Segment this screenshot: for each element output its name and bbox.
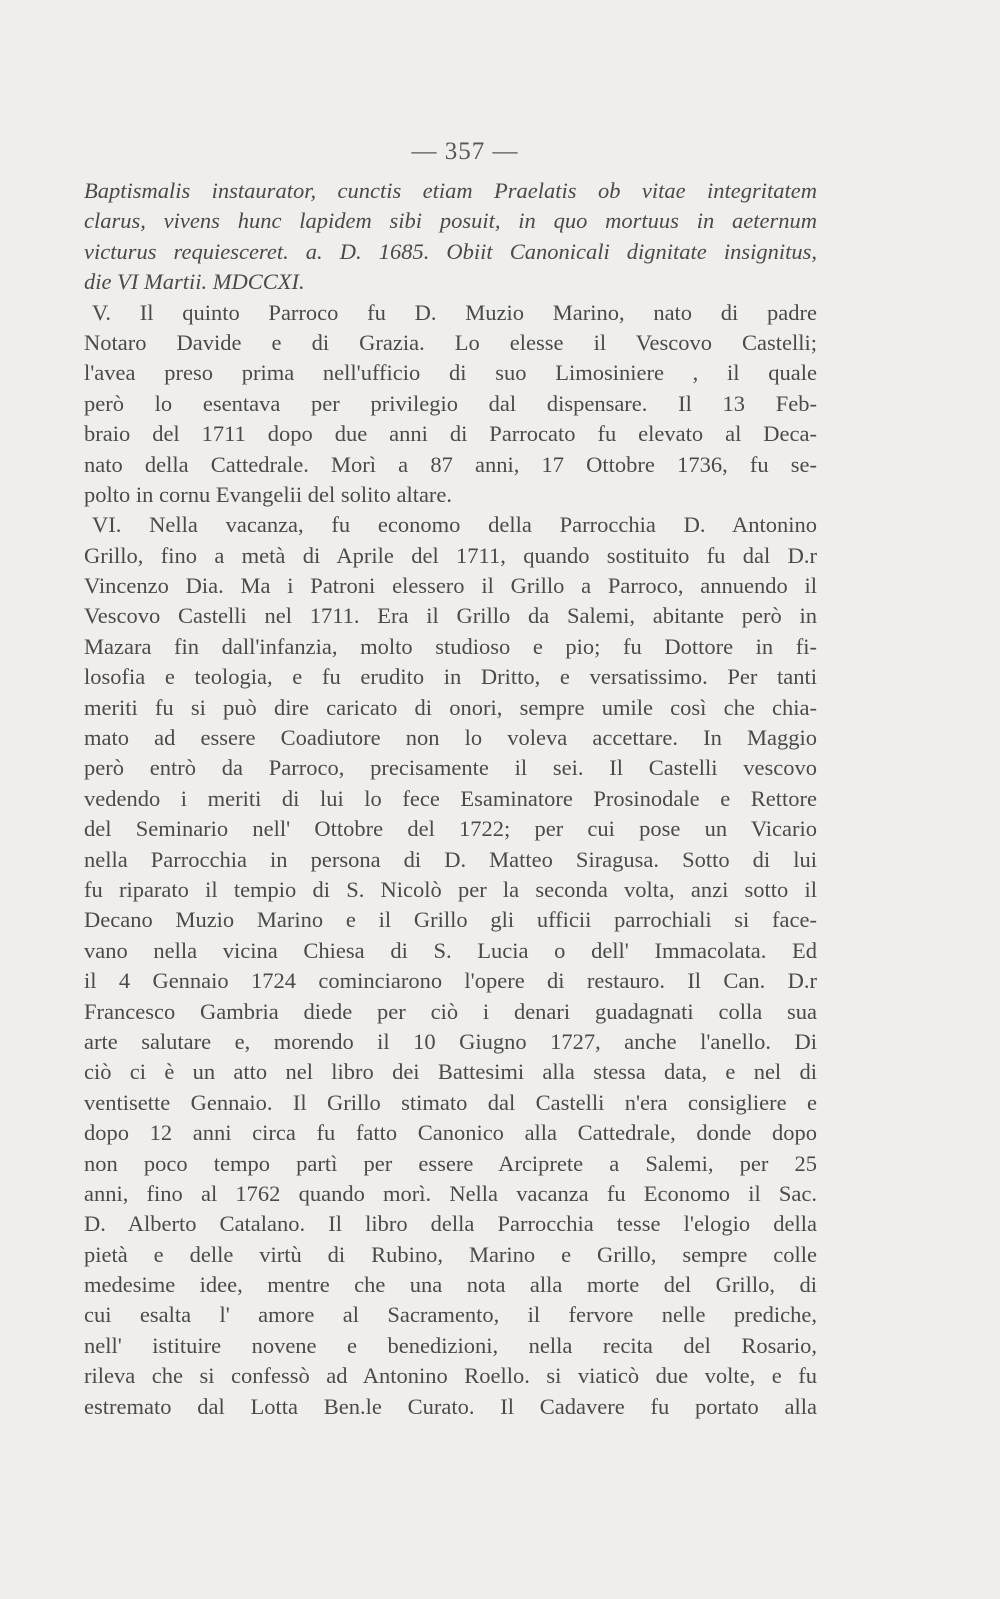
text-line: Baptismalis instaurator, cunctis etiam Praelatis ob vitae integritatem (84, 178, 817, 203)
text-line: polto in cornu Evangelii del solito altare. (84, 481, 453, 507)
text-line: arte salutare e, morendo il 10 Giugno 1727, anche l'anello. Di (84, 1028, 817, 1054)
body-text (84, 176, 817, 1422)
text-line: estremato dal Lotta Ben.le Curato. Il Cadavere fu portato alla (84, 1393, 817, 1419)
text-line: il 4 Gennaio 1724 cominciarono l'opere di restauro. Il Can. D.r (84, 968, 817, 994)
text-line: vedendo i meriti di lui lo fece Esaminatore Prosinodale e Rettore (84, 785, 817, 811)
text-line: D. Alberto Catalano. Il libro della Parrocchia tesse l'elogio della (84, 1211, 817, 1237)
text-line: vano nella vicina Chiesa di S. Lucia o dell' Immacolata. Ed (84, 937, 817, 963)
text-line: nell' istituire novene e benedizioni, nella recita del Rosario, (84, 1332, 817, 1358)
text-line: Vincenzo Dia. Ma i Patroni elessero il Grillo a Parroco, annuendo il (84, 573, 817, 599)
text-line: nato della Cattedrale. Morì a 87 anni, 17 Ottobre 1736, fu se- (84, 451, 817, 477)
text-line: rileva che si confessò ad Antonino Roello. si viaticò due volte, e fu (84, 1363, 817, 1389)
text-line: del Seminario nell' Ottobre del 1722; per cui pose un Vicario (84, 816, 817, 842)
text-line: V. Il quinto Parroco fu D. Muzio Marino, nato di padre (92, 299, 817, 325)
text-line: Decano Muzio Marino e il Grillo gli ufficii parrochiali si face- (84, 907, 817, 933)
text-line: non poco tempo partì per essere Arciprete a Salemi, per 25 (84, 1150, 817, 1176)
text-line: anni, fino al 1762 quando morì. Nella vacanza fu Economo il Sac. (84, 1180, 817, 1206)
text-line: però entrò da Parroco, precisamente il sei. Il Castelli vescovo (84, 755, 817, 781)
text-line: Mazara fin dall'infanzia, molto studioso e pio; fu Dottore in fi- (84, 633, 817, 659)
text-line: ventisette Gennaio. Il Grillo stimato dal Castelli n'era consigliere e (84, 1089, 817, 1115)
text-line: Notaro Davide e di Grazia. Lo elesse il Vescovo Castelli; (84, 329, 817, 355)
text-line: clarus, vivens hunc lapidem sibi posuit, in quo mortuus in aeternum (84, 208, 817, 234)
text-line: braio del 1711 dopo due anni di Parrocato fu elevato al Deca- (84, 421, 817, 447)
text-line: die VI Martii. MDCCXI. (84, 269, 305, 295)
text-line: ciò ci è un atto nel libro dei Battesimi alla stessa data, e nel di (84, 1059, 817, 1085)
text-line: Grillo, fino a metà di Aprile del 1711, quando sostituito fu dal D.r (84, 542, 817, 568)
text-line: Francesco Gambria diede per ciò i denari guadagnati colla sua (84, 998, 817, 1024)
text-line: victurus requiesceret. a. D. 1685. Obiit Canonicali dignitate insignitus, (84, 238, 817, 264)
text-line: medesime idee, mentre che una nota alla morte del Grillo, di (84, 1272, 817, 1298)
page-number: — 357 — (411, 138, 519, 165)
text-line: cui esalta l' amore al Sacramento, il fervore nelle prediche, (84, 1302, 817, 1328)
text-line: pietà e delle virtù di Rubino, Marino e Grillo, sempre colle (84, 1241, 817, 1267)
text-line: losofia e teologia, e fu erudito in Dritto, e versatissimo. Per tanti (84, 664, 817, 690)
text-line: mato ad essere Coadiutore non lo voleva accettare. In Maggio (84, 725, 817, 751)
text-line: Vescovo Castelli nel 1711. Era il Grillo da Salemi, abitante però in (84, 603, 817, 629)
text-line: però lo esentava per privilegio dal dispensare. Il 13 Feb- (84, 390, 817, 416)
text-line: l'avea preso prima nell'ufficio di suo Limosiniere , il quale (84, 360, 817, 386)
text-line: fu riparato il tempio di S. Nicolò per la seconda volta, anzi sotto il (84, 876, 817, 902)
text-line: nella Parrocchia in persona di D. Matteo Siragusa. Sotto di lui (84, 846, 817, 872)
text-line: dopo 12 anni circa fu fatto Canonico alla Cattedrale, donde dopo (84, 1120, 817, 1146)
text-line: meriti fu si può dire caricato di onori, sempre umile così che chia- (84, 694, 817, 720)
text-line: VI. Nella vacanza, fu economo della Parrocchia D. Antonino (92, 512, 817, 538)
